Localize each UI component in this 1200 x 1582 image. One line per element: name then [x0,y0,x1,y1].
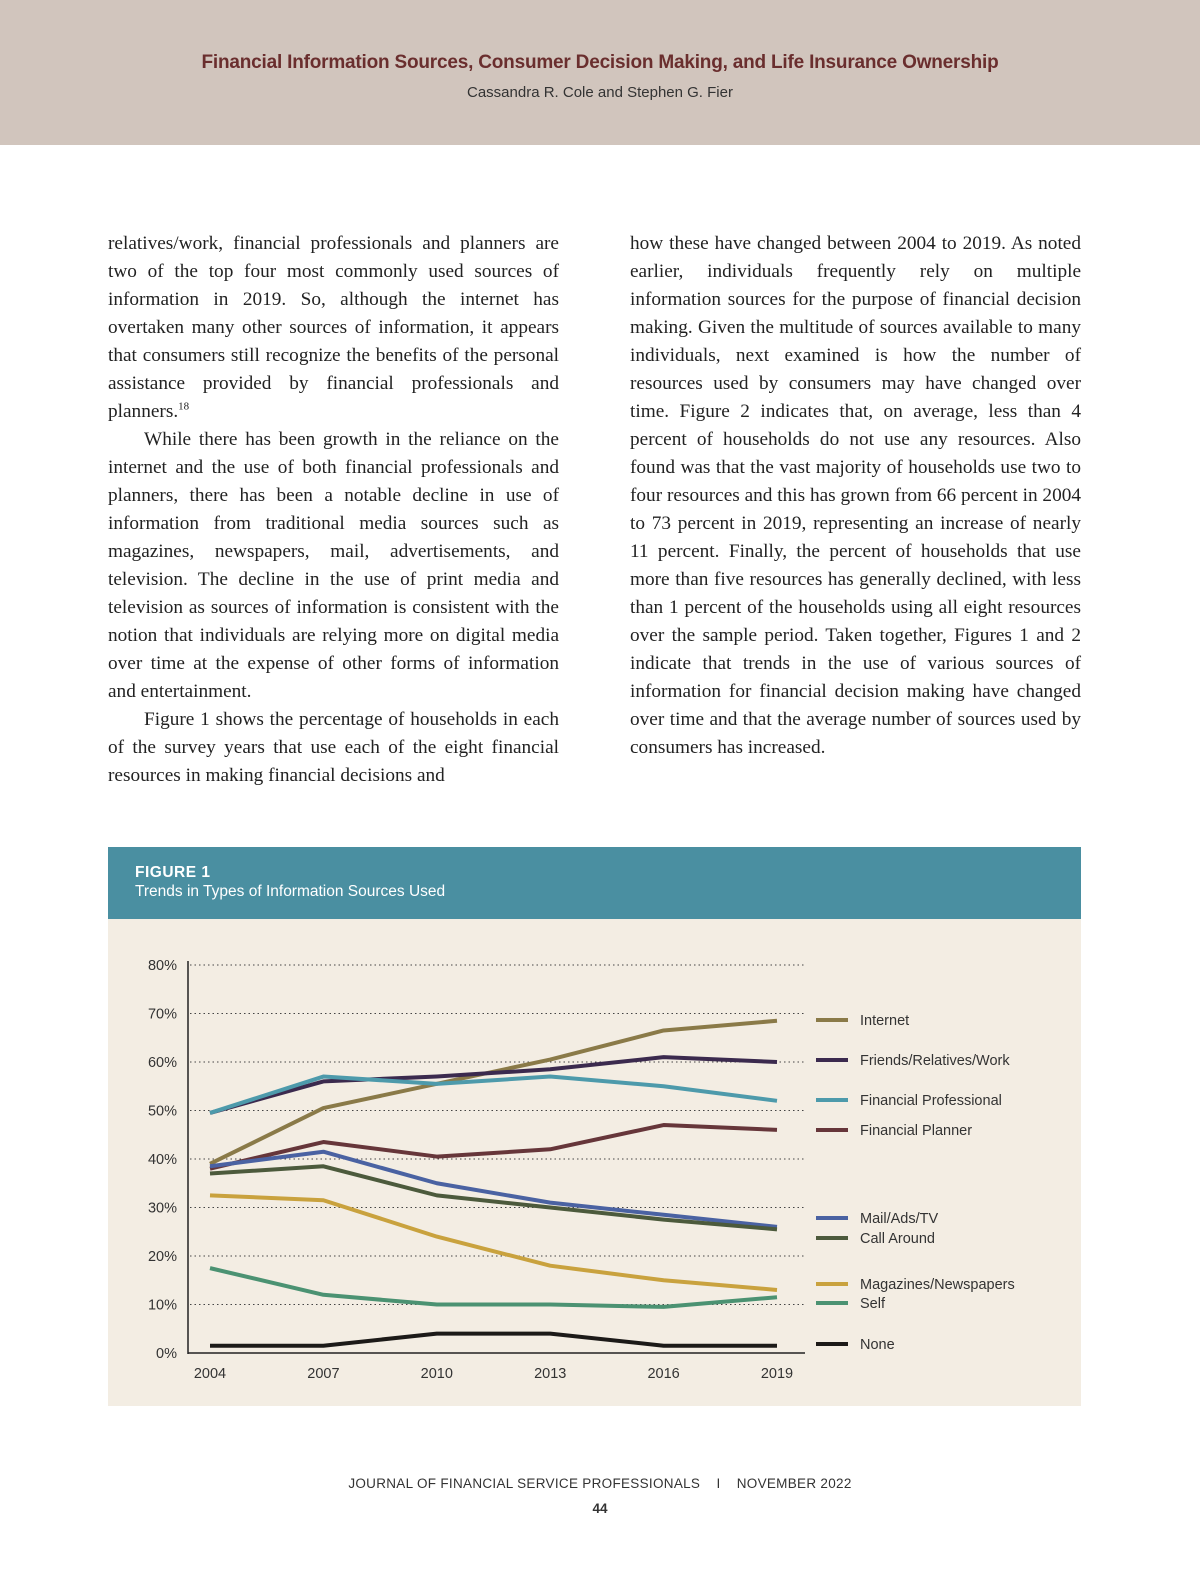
paragraph: While there has been growth in the reliance on the internet and the use of both financial professionals and planners, there has been a notable decline in use of information from traditional media sources such as magazines, newspapers, mail, advertisements, and television. The decline in the use of print media and television as sources of information is consistent with the notion that individuals are relying more on digital media over time at the expense of other forms of information and entertainment. [108,429,559,702]
series-line-financial-professional [210,1077,777,1113]
series-line-mail-ads-tv [210,1152,777,1227]
running-header [0,0,1200,145]
legend-label: Internet [860,1013,910,1029]
y-tick-label: 10% [147,1297,177,1314]
legend-label: None [860,1337,895,1353]
series-line-financial-planner [210,1125,777,1169]
legend-label: Self [860,1296,885,1312]
y-tick-label: 40% [147,1152,177,1168]
issue-date: NOVEMBER 2022 [736,1476,852,1491]
footnote-ref: 18 [178,400,190,413]
legend-label: Magazines/Newspapers [860,1277,1015,1293]
y-tick-label: 60% [147,1055,177,1071]
series-line-magazines-newspapers [210,1195,777,1290]
series-line-self [210,1268,777,1307]
left-column [108,230,559,790]
line-chart [108,919,1081,1406]
article-title: Financial Information Sources, Consumer Decision Making, and Life Insurance Ownership [201,52,999,73]
right-column [630,230,1081,762]
article-authors: Cassandra R. Cole and Stephen G. Fier [467,84,733,101]
legend-label: Friends/Relatives/Work [860,1053,1010,1069]
x-tick-label: 2010 [420,1366,453,1382]
x-tick-label: 2019 [760,1366,794,1382]
y-tick-label: 0% [156,1346,177,1362]
legend-label: Financial Professional [860,1093,1002,1109]
x-tick-label: 2013 [534,1366,567,1382]
y-tick-label: 30% [147,1200,177,1217]
figure-number: FIGURE 1 [135,864,211,881]
y-tick-label: 70% [147,1006,177,1023]
figure-caption: Trends in Types of Information Sources Used [135,883,446,900]
paragraph: how these have changed between 2004 to 2019. As noted earlier, individuals frequently rely on multiple information sources for the purpose of financial decision making. Given the multitude of sources available to many individuals, next examined is how the number of resources used by consumers may have changed over time. Figure 2 indicates that, on average, less than 4 percent of households do not use any resources. Also found was that the vast majority of households use two to four resources and this has grown from 66 percent in 2004 to 73 percent in 2019, representing an increase of nearly 11 percent. Finally, the percent of households that use more than five resources has generally declined, with less than 1 percent of the households using all eight resources over the sample period. Taken together, Figures 1 and 2 indicate that trends in the use of various sources of information for financial decision making have changed over time and that the average number of sources used by consumers has increased. [630,233,1081,758]
y-tick-label: 80% [147,958,177,974]
x-tick-label: 2016 [647,1366,680,1382]
footer [0,1476,1200,1491]
y-tick-label: 50% [147,1103,177,1120]
y-tick-label: 20% [147,1249,177,1265]
page-number: 44 [592,1501,608,1516]
paragraph: Figure 1 shows the percentage of households in each of the survey years that use each of the eight financial resources in making financial decisions and [108,709,559,786]
legend-label: Mail/Ads/TV [860,1211,939,1227]
journal-name: JOURNAL OF FINANCIAL SERVICE PROFESSIONALS [348,1476,701,1491]
paragraph [108,230,559,426]
series-line-none [210,1334,777,1346]
legend-label: Financial Planner [860,1123,973,1139]
series-line-internet [210,1021,777,1164]
paragraph-text: relatives/work, financial professionals and planners are two of the top four most commonly used sources of information in 2019. So, although the internet has overtaken many other sources of information, it appears that consumers still recognize the benefits of the personal assistance provided by financial professionals and planners. [108,233,559,422]
footer-separator: I [716,1476,721,1491]
figure-header [108,847,1081,919]
figure-1 [108,847,1081,1406]
x-tick-label: 2004 [193,1366,227,1382]
x-tick-label: 2007 [307,1366,340,1382]
legend-label: Call Around [860,1231,935,1247]
